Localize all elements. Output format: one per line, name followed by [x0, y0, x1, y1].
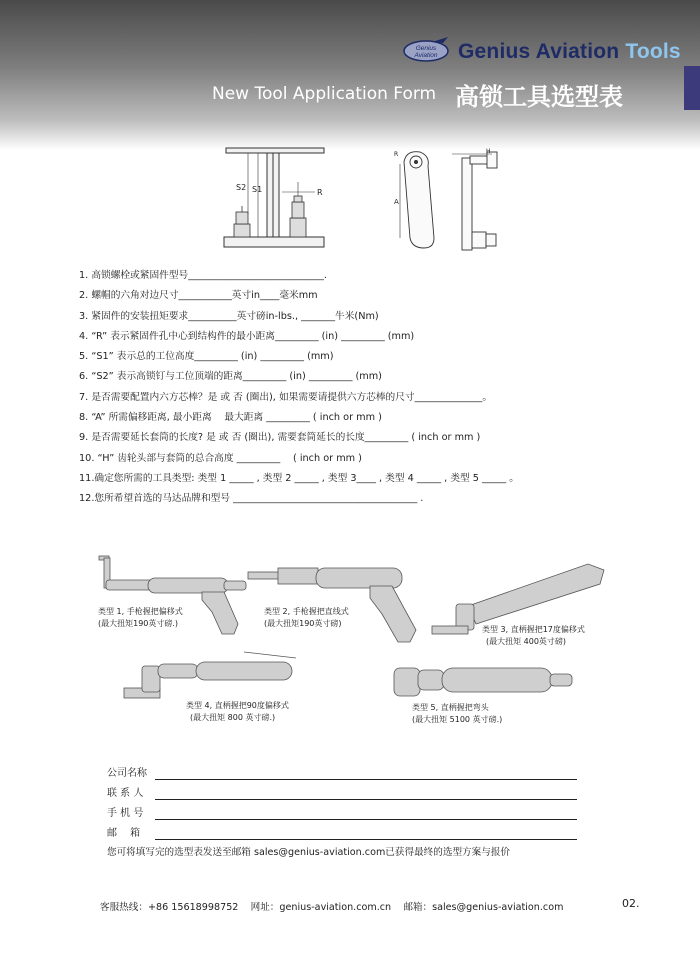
tool-type-5-image	[390, 658, 580, 702]
tool-type-1-torque: (最大扭矩190英寸磅.)	[98, 619, 179, 628]
company-name-field[interactable]	[107, 764, 577, 784]
label-s1: S1	[252, 185, 263, 194]
tool-type-2-image	[246, 560, 422, 644]
question-2: 2. 螺帽的六角对边尺寸___________英寸in____毫米mm	[79, 290, 318, 302]
question-3: 3. 紧固件的安装扭矩要求__________英寸磅in-lbs., _______牛米(Nm)	[79, 310, 379, 322]
brand-name	[458, 40, 681, 64]
logo-text-2: Aviation	[414, 52, 438, 59]
contact-person-field[interactable]	[107, 784, 577, 804]
side-tab	[684, 66, 700, 110]
brand-part-1: Genius	[458, 40, 531, 63]
question-6: 6. “S2” 表示高锁钉与工位顶端的距离_________ (in) _________ (mm)	[79, 371, 382, 383]
question-1: 1. 高锁螺栓或紧固件型号____________________________.	[79, 270, 327, 281]
tool-type-4-image	[118, 648, 302, 704]
company-name-line[interactable]	[155, 779, 577, 780]
tool-type-5-title: 类型 5, 直柄握把弯头	[412, 703, 489, 712]
question-7: 7. 是否需要配置内六方芯棒？是 或 否 (圈出), 如果需要请提供六方芯棒的尺寸______________。	[79, 391, 493, 403]
question-11: 11.确定您所需的工具类型: 类型 1 _____ , 类型 2 _____ , 类型 3____ , 类型 4 _____ , 类型 5 _____ 。	[79, 472, 519, 484]
title-english: New Tool Application Form	[212, 84, 437, 104]
label-r-small: R	[394, 151, 399, 158]
tool-type-4-torque: (最大扭矩 800 英寸磅.)	[190, 713, 276, 722]
header-banner	[0, 0, 700, 150]
company-name-label: 公司名称	[107, 768, 147, 779]
socket-diagram	[392, 146, 508, 254]
email-label: 邮 箱	[107, 828, 141, 839]
footer-website[interactable]: 网址：genius-aviation.com.cn	[250, 902, 392, 913]
label-s2: S2	[236, 183, 247, 192]
question-10: 10. “H” 齿轮头部与套筒的总合高度 _________ ( inch or mm )	[79, 452, 362, 464]
brand-part-2: Aviation	[535, 40, 620, 63]
email-field[interactable]	[107, 824, 577, 844]
email-line[interactable]	[155, 839, 577, 840]
tool-type-3-title: 类型 3, 直柄握把17度偏移式	[482, 625, 585, 634]
footer-hotline: 客服热线：+86 15618998752	[100, 902, 239, 913]
submission-note: 您可将填写完的选型表发送至邮箱 sales@genius-aviation.com已获得最终的选型方案与报价	[107, 847, 511, 858]
logo-icon	[402, 36, 452, 64]
tool-type-2-caption	[264, 606, 349, 630]
label-r: R	[317, 188, 323, 197]
question-8: 8. “A” 所需偏移距离, 最小距离 最大距离 _________ ( inch or mm )	[79, 412, 382, 424]
tool-type-3-torque: (最大扭矩 400英寸磅)	[486, 637, 567, 646]
phone-line[interactable]	[155, 819, 577, 820]
question-5: 5. “S1” 表示总的工位高度_________ (in) _________ (mm)	[79, 351, 334, 363]
footer-email[interactable]: 邮箱：sales@genius-aviation.com	[403, 902, 564, 913]
question-9: 9. 是否需要延长套筒的长度? 是 或 否 (圈出), 需要套筒延长的长度_________ ( inch or mm )	[79, 432, 481, 444]
tool-type-2-torque: (最大扭矩190英寸磅)	[264, 619, 342, 628]
phone-field[interactable]	[107, 804, 577, 824]
question-12: 12.您所希望首选的马达品牌和型号 ______________________________________ .	[79, 493, 424, 505]
title-chinese: 高锁工具选型表	[455, 83, 623, 111]
tool-type-4-caption	[186, 700, 289, 724]
phone-label: 手 机 号	[107, 808, 144, 819]
tool-type-2-title: 类型 2, 手枪握把直线式	[264, 607, 349, 616]
contact-form	[107, 764, 577, 844]
tool-type-1-caption	[98, 606, 183, 630]
label-a: A	[394, 198, 399, 206]
page-number: 02.	[622, 897, 640, 910]
structure-diagram	[220, 144, 332, 254]
tool-type-1-title: 类型 1, 手枪握把偏移式	[98, 607, 183, 616]
question-list	[79, 266, 639, 510]
contact-person-label: 联 系 人	[107, 788, 144, 799]
logo-text-1: Genius	[415, 45, 437, 52]
tool-type-3-caption	[482, 624, 585, 648]
footer	[100, 899, 563, 913]
question-4: 4. “R” 表示紧固件孔中心到结构件的最小距离_________ (in) _________ (mm)	[79, 330, 415, 342]
tool-type-5-torque: (最大扭矩 5100 英寸磅.)	[412, 715, 503, 724]
contact-person-line[interactable]	[155, 799, 577, 800]
tool-type-5-caption	[412, 702, 502, 726]
label-h: H	[486, 148, 491, 155]
tool-type-4-title: 类型 4, 直柄握把90度偏移式	[186, 701, 289, 710]
brand-part-3: Tools	[625, 40, 681, 63]
